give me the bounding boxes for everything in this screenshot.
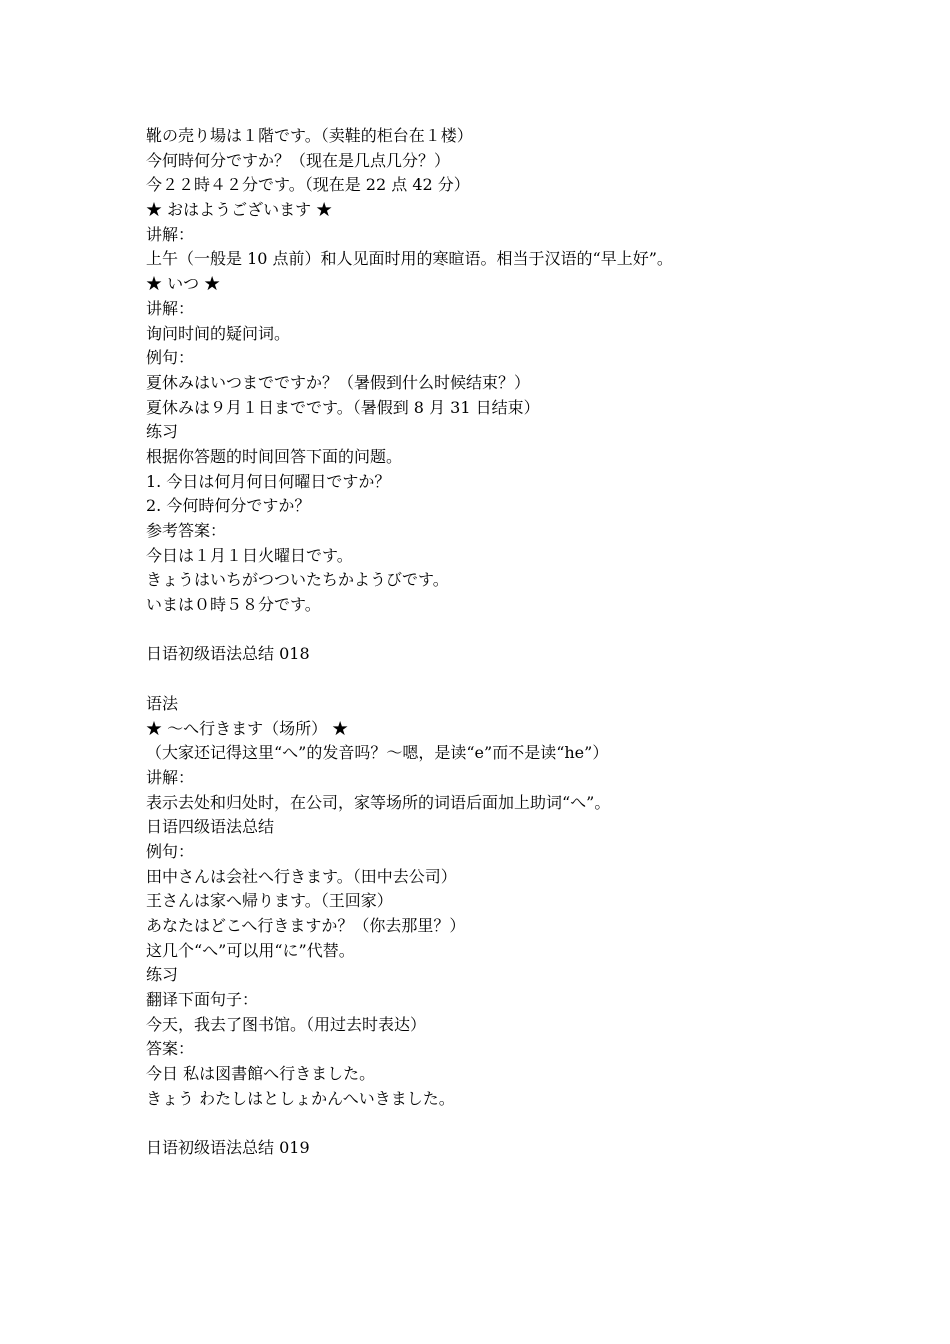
text-line: 今日は１月１日火曜日です。 xyxy=(146,545,353,565)
chapter-title: 日语初级语法总结 019 xyxy=(146,1138,310,1158)
text-line: 王さんは家へ帰ります。（王回家） xyxy=(146,891,393,911)
list-item: 2. 今何時何分ですか？ xyxy=(146,496,311,516)
chapter-title: 日语初级语法总结 018 xyxy=(146,644,310,664)
text-line: 询问时间的疑问词。 xyxy=(146,323,291,343)
blank-line xyxy=(146,618,906,643)
text-line: あなたはどこへ行きますか？（你去那里？） xyxy=(146,916,466,935)
text-line: 今日 私は図書館へ行きました。 xyxy=(146,1064,376,1084)
text-line: きょう わたしはとしょかんへいきました。 xyxy=(146,1088,455,1108)
text-line: （大家还记得这里“へ”的发音吗？～嗯，是读“e”而不是读“he”） xyxy=(146,743,609,763)
text-line: 练习 xyxy=(146,422,179,442)
list-item: 1. 今日は何月何日何曜日ですか？ xyxy=(146,471,391,491)
text-line: 今何時何分ですか？（现在是几点几分？） xyxy=(146,150,451,170)
text-line: 练习 xyxy=(146,965,179,985)
text-line: 靴の売り場は１階です。（卖鞋的柜台在１楼） xyxy=(146,126,473,145)
text-line: 讲解： xyxy=(146,298,195,318)
text-line: 例句： xyxy=(146,348,195,368)
text-line: 今２２時４２分です。（现在是 22 点 42 分） xyxy=(146,175,470,195)
blank-line xyxy=(146,1112,906,1137)
text-line: 夏休みは９月１日までです。（暑假到 8 月 31 日结束） xyxy=(146,397,540,417)
text-line: 上午（一般是 10 点前）和人见面时用的寒暄语。相当于汉语的“早上好”。 xyxy=(146,249,673,269)
text-line: きょうはいちがつついたちかようびです。 xyxy=(146,570,449,590)
section-heading: ★ いつ ★ xyxy=(146,274,221,294)
text-line: 答案： xyxy=(146,1039,195,1059)
section-heading: ★ ～へ行きます（场所） ★ xyxy=(146,718,349,738)
text-line: 翻译下面句子： xyxy=(146,990,259,1010)
text-line: 田中さんは会社へ行きます。（田中去公司） xyxy=(146,866,457,886)
text-line: 例句： xyxy=(146,841,195,861)
blank-line xyxy=(146,667,906,692)
text-line: 这几个“へ”可以用“に”代替。 xyxy=(146,940,355,960)
text-line: 今天，我去了图书馆。（用过去时表达） xyxy=(146,1014,427,1034)
text-line: 表示去处和归处时，在公司，家等场所的词语后面加上助词“へ”。 xyxy=(146,792,611,812)
text-line: 根据你答题的时间回答下面的问题。 xyxy=(146,446,403,466)
section-heading: ★ おはようございます ★ xyxy=(146,200,333,220)
text-line: 语法 xyxy=(146,693,179,713)
text-line: いまは０時５８分です。 xyxy=(146,595,321,615)
document-body xyxy=(146,124,906,1161)
text-line: 讲解： xyxy=(146,224,195,244)
text-line: 讲解： xyxy=(146,767,195,787)
text-line: 夏休みはいつまでですか？（暑假到什么时候结束？） xyxy=(146,372,531,392)
text-line: 日语四级语法总结 xyxy=(146,817,275,837)
text-line: 参考答案： xyxy=(146,521,227,540)
